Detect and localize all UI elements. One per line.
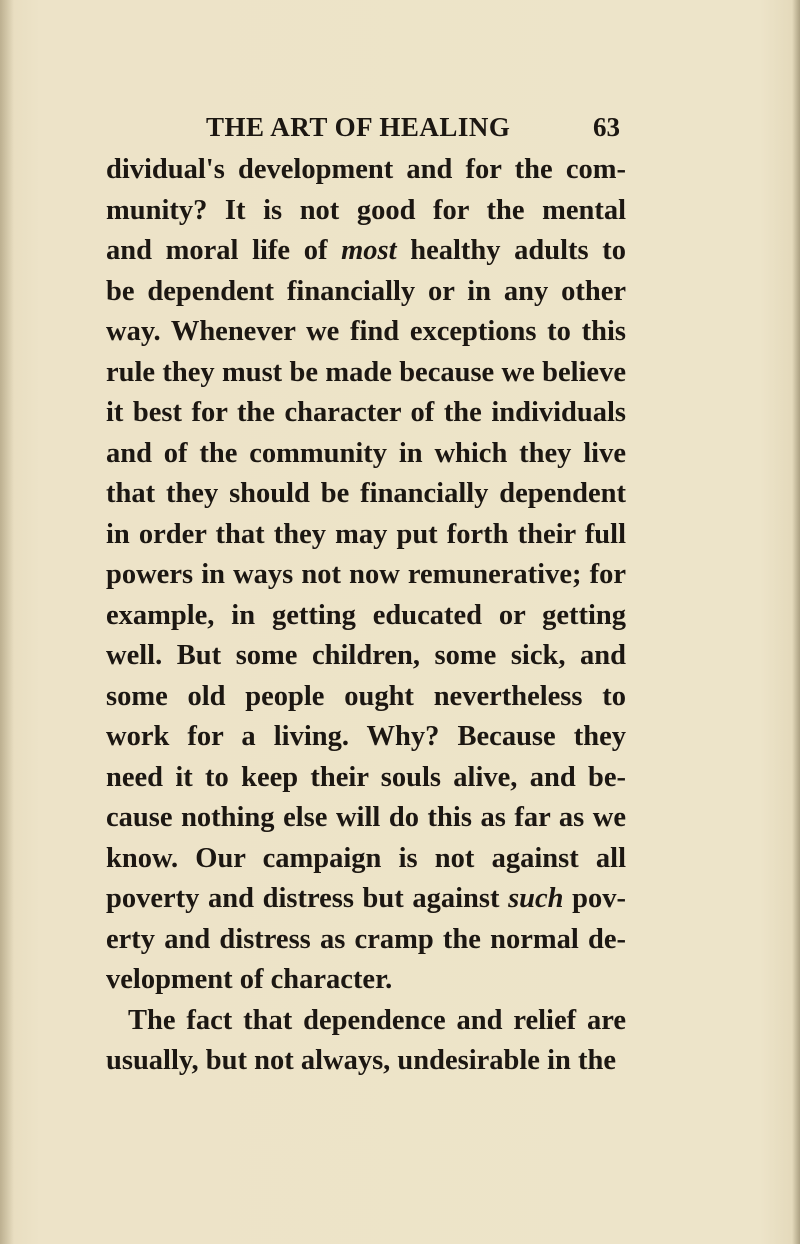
text-line [106,717,626,758]
text-line [106,677,626,718]
spine-shadow [0,0,14,1244]
text-line [106,636,626,677]
text-segment: it best for the character of the individuals [106,397,626,428]
text-line [106,920,626,961]
text-segment: velopment of character. [106,964,393,995]
text-line [106,879,626,920]
text-line [106,191,626,232]
text-line [106,758,626,799]
page-number: 63 [593,112,620,142]
text-line [106,798,626,839]
text-segment: and of the community in which they live [106,437,626,469]
text-line [106,960,626,1001]
text-segment: well. But some children, some sick, and [106,640,626,671]
text-segment: healthy adults to [396,235,626,266]
text-segment: work for a living. Why? Because they [106,721,626,752]
text-segment: example, in getting educated or getting [106,599,626,631]
text-segment: usually, but not always, undesirable in the [106,1045,616,1076]
text-segment: rule they must be made because we believe [106,356,626,388]
text-line [106,1001,626,1042]
text-segment: The fact that dependence and relief are [128,1004,626,1036]
text-line [106,312,626,353]
text-line [106,272,626,313]
page-edge-shadow [792,0,800,1244]
text-segment: in order that they may put forth their full [106,518,626,550]
text-line [106,839,626,880]
text-line [106,515,626,556]
text-segment: dividual's development and for the com- [106,154,626,185]
text-line [106,393,626,434]
text-segment: powers in ways not now remunerative; for [106,559,626,590]
text-segment: and moral life of [106,235,342,266]
text-segment: munity? It is not good for the mental [106,194,626,226]
running-header [206,112,620,148]
text-line [106,1041,626,1082]
text-line [106,555,626,596]
text-segment: cause nothing else will do this as far as we [106,802,626,833]
text-segment: know. Our campaign is not against all [106,842,626,874]
text-line [106,596,626,637]
text-line [106,231,626,272]
text-segment: erty and distress as cramp the normal de- [106,923,626,955]
text-line [106,353,626,394]
text-line [106,474,626,515]
body-text [106,150,626,1082]
running-title: THE ART OF HEALING [206,112,511,142]
emphasized-text: such [508,883,564,914]
text-line [106,150,626,191]
text-segment: pov- [563,883,626,914]
text-segment: be dependent financially or in any other [106,275,626,307]
text-segment: way. Whenever we find exceptions to this [106,316,626,347]
text-segment: need it to keep their souls alive, and be- [106,761,626,793]
text-segment: that they should be financially dependent [106,478,626,509]
text-segment: poverty and distress but against [106,883,509,914]
text-line [106,434,626,475]
text-segment: some old people ought nevertheless to [106,680,626,712]
emphasized-text: most [341,235,397,266]
